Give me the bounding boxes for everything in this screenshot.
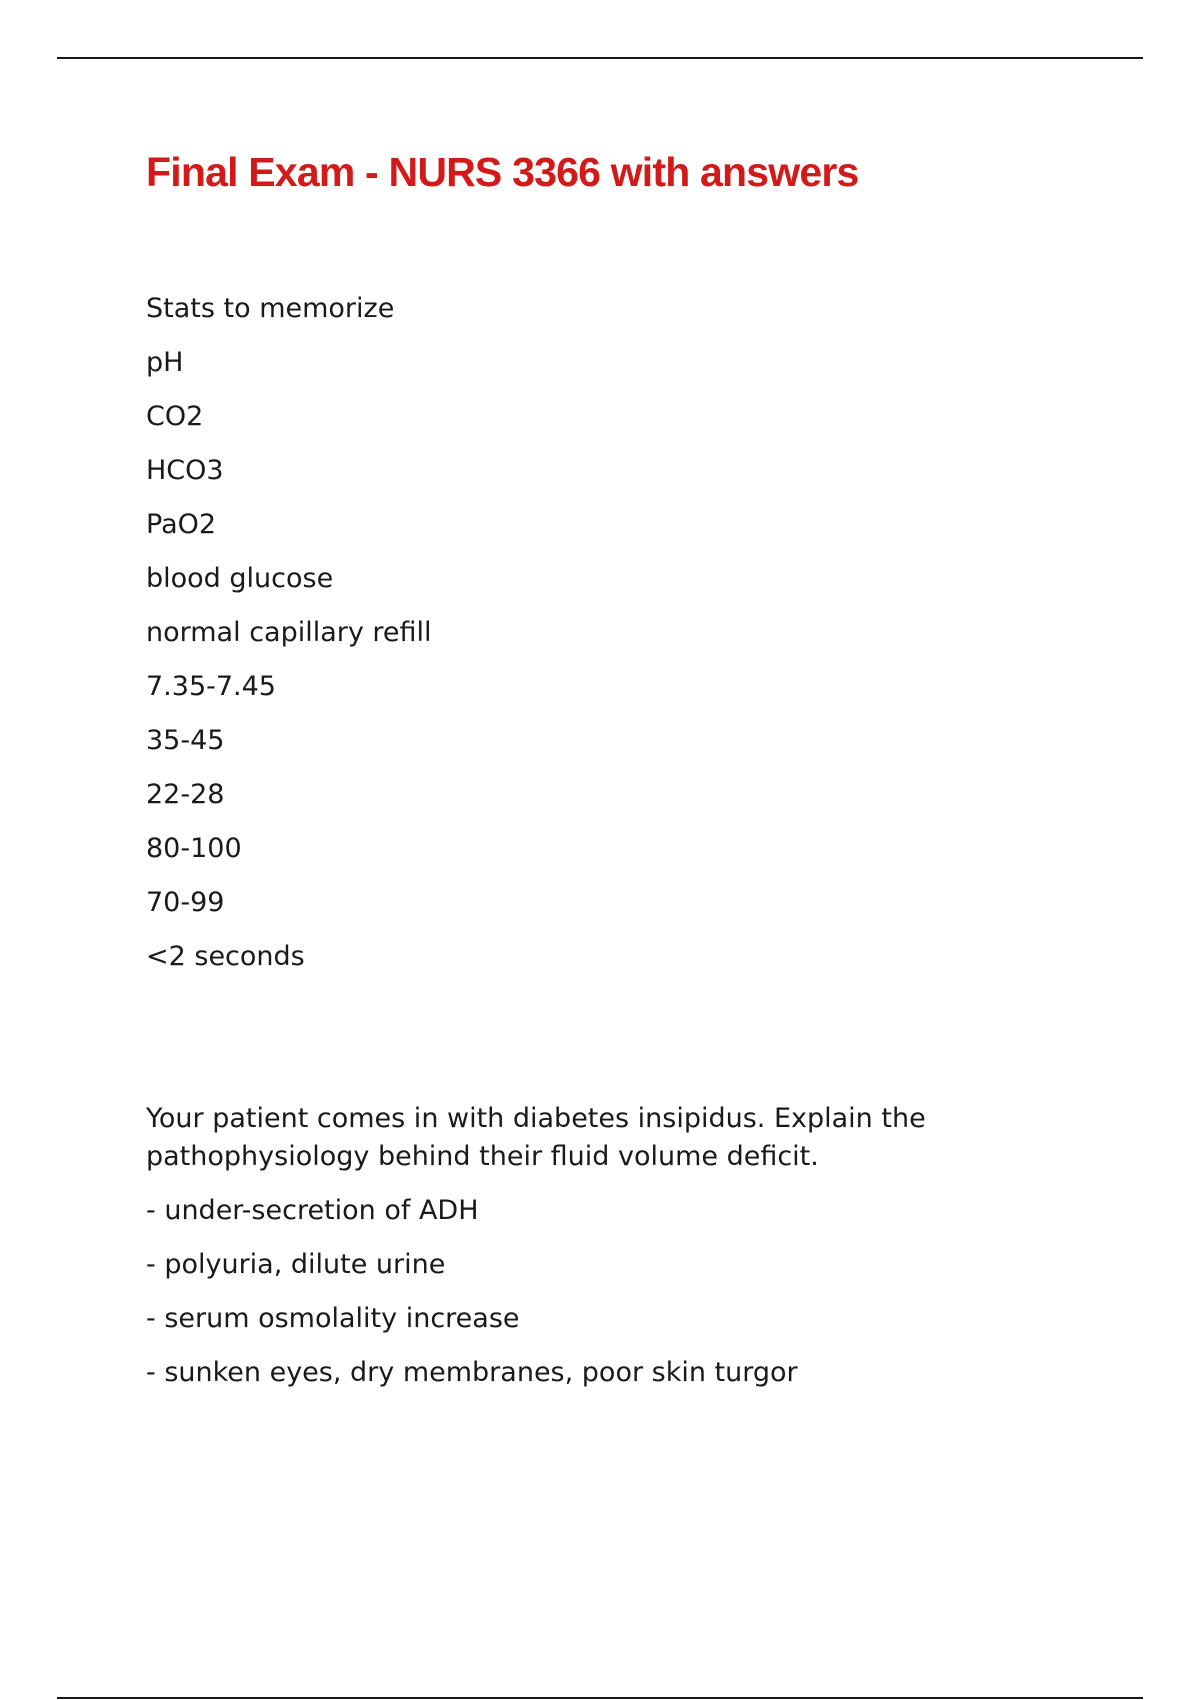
- stat-item: HCO3: [146, 455, 224, 486]
- answer-item: - under-secretion of ADH: [146, 1195, 479, 1226]
- stat-item: 80-100: [146, 833, 242, 864]
- stat-item: 35-45: [146, 725, 225, 756]
- answer-list: [146, 1192, 1046, 1392]
- stats-section: [146, 290, 432, 992]
- answer-item: - sunken eyes, dry membranes, poor skin turgor: [146, 1357, 798, 1388]
- stat-item: 22-28: [146, 779, 225, 810]
- stat-item: <2 seconds: [146, 941, 305, 972]
- bottom-rule: [57, 1697, 1143, 1699]
- stat-item: 70-99: [146, 887, 225, 918]
- stat-item: pH: [146, 347, 184, 378]
- stat-item: PaO2: [146, 509, 217, 540]
- question-text: Your patient comes in with diabetes insipidus. Explain the pathophysiology behind their fluid volume deficit.: [146, 1103, 926, 1172]
- question-section: [146, 1100, 1046, 1408]
- stat-item: normal capillary refill: [146, 617, 432, 648]
- page-title: Final Exam - NURS 3366 with answers: [146, 149, 859, 195]
- stats-heading: Stats to memorize: [146, 293, 395, 324]
- top-rule: [57, 57, 1143, 59]
- stat-item: 7.35-7.45: [146, 671, 276, 702]
- answer-item: - serum osmolality increase: [146, 1303, 520, 1334]
- stat-item: CO2: [146, 401, 204, 432]
- answer-item: - polyuria, dilute urine: [146, 1249, 446, 1280]
- stat-item: blood glucose: [146, 563, 334, 594]
